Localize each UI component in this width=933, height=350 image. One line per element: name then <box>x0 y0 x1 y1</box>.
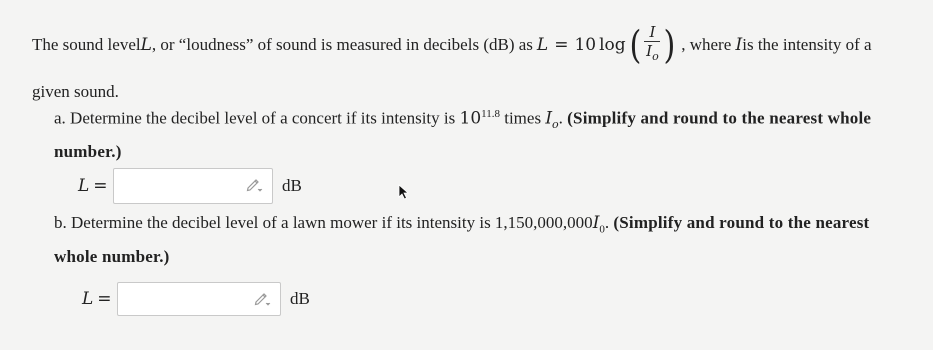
intro-text-end: is the intensity of a <box>742 34 872 54</box>
intro-text-mid: , or “loudness” of sound is measured in decibels (dB) as <box>151 34 533 54</box>
formula-denominator-sub: o <box>652 50 659 63</box>
part-b-answer-input[interactable] <box>117 282 281 316</box>
formula-log: log <box>599 34 626 55</box>
pencil-icon[interactable] <box>253 291 271 307</box>
part-a-instruction: (Simplify and round to the nearest whole number.) <box>54 108 872 162</box>
formula-denominator-var: I <box>646 42 653 60</box>
part-b-instruction: (Simplify and round to the nearest whole number.) <box>54 213 870 267</box>
pencil-icon[interactable] <box>245 177 263 193</box>
formula-equals: = <box>554 34 569 55</box>
mouse-cursor-icon <box>398 184 410 200</box>
part-a-text <box>54 101 900 165</box>
part-a-var: I <box>545 108 553 129</box>
part-a-prefix: a. Determine the decibel level of a concert if its intensity is <box>54 108 460 128</box>
part-b-answer-row <box>82 282 310 316</box>
part-b-text <box>54 209 900 270</box>
part-b-var: I <box>592 213 600 233</box>
formula-right-paren: ) <box>663 22 676 67</box>
intro-text-after: , where <box>681 34 732 54</box>
part-a-answer-input[interactable] <box>113 168 273 204</box>
part-b-question <box>54 209 900 270</box>
part-a-answer-label <box>78 176 110 196</box>
formula-left-paren: ( <box>629 22 641 67</box>
part-a-period: . <box>558 108 568 128</box>
part-b-answer-equals: = <box>97 289 112 309</box>
intro-line-1 <box>32 24 904 65</box>
part-a-var-sub: o <box>552 118 559 132</box>
part-a-unit: dB <box>282 176 302 195</box>
part-b-answer-label <box>82 289 114 309</box>
part-b-answer-var: L <box>82 289 94 309</box>
intro-line-2: given sound. <box>32 82 119 101</box>
part-b-prefix: b. Determine the decibel level of a lawn mower if its intensity is 1,150,000,000 <box>54 213 593 232</box>
variable-I: I <box>735 34 743 55</box>
part-b-period: . <box>604 213 614 232</box>
variable-L: L <box>140 34 152 55</box>
part-a-answer-row <box>78 168 302 204</box>
formula-L: L <box>536 34 549 55</box>
intro-text-before: The sound level <box>32 34 141 54</box>
part-b-var-sub: 0 <box>599 223 605 236</box>
part-a-exponent: 11.8 <box>481 108 500 120</box>
decibel-formula <box>537 24 677 65</box>
part-a-question <box>54 101 900 165</box>
problem-intro <box>32 24 904 103</box>
formula-denominator <box>646 42 659 65</box>
part-a-answer-equals: = <box>93 176 108 196</box>
part-b-unit: dB <box>290 289 310 308</box>
part-a-times: times <box>499 108 546 128</box>
formula-coefficient: 10 <box>574 34 597 55</box>
formula-numerator: I <box>644 24 660 42</box>
part-a-answer-var: L <box>78 176 90 196</box>
formula-fraction <box>644 24 660 65</box>
part-a-base: 10 <box>459 108 482 129</box>
